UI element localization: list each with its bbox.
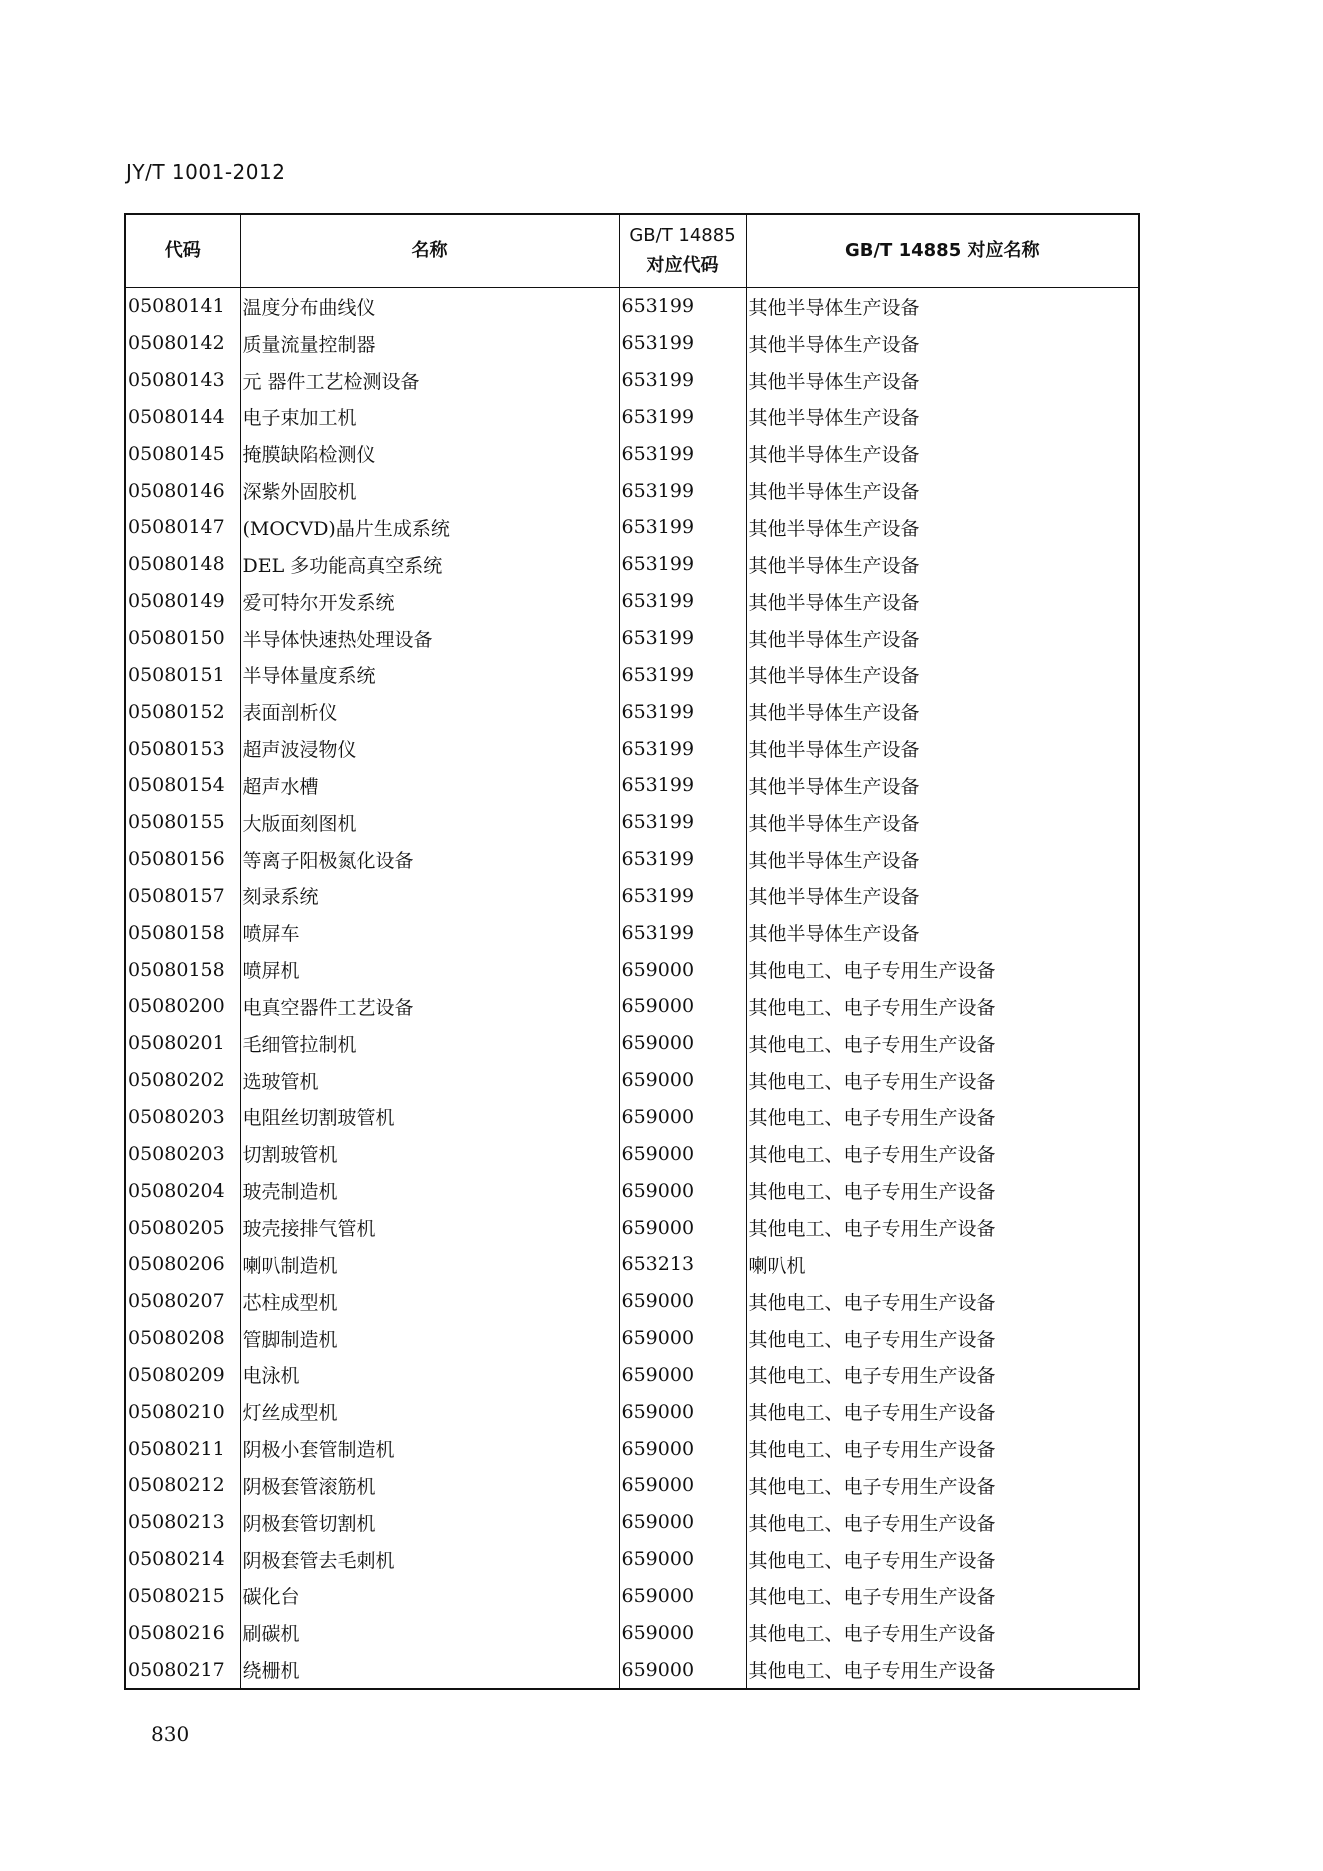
- cell-gb-name: 其他电工、电子专用生产设备: [748, 1623, 996, 1646]
- cell-code: 05080208: [126, 1320, 240, 1357]
- cell-code: 05080156: [126, 841, 240, 878]
- cell-gb-code: 653199: [619, 399, 746, 436]
- cell-gb-name: 其他电工、电子专用生产设备: [748, 1218, 996, 1241]
- cell-name: 灯丝成型机: [240, 1393, 619, 1430]
- cell-gb-name: 其他半导体生产设备: [748, 333, 920, 356]
- cell-gb-code: 653199: [619, 509, 746, 546]
- cell-name: 温度分布曲线仪: [240, 288, 619, 325]
- cell-name: 等离子阳极氮化设备: [240, 841, 619, 878]
- cell-code: 05080148: [126, 546, 240, 583]
- cell-name: 电真空器件工艺设备: [240, 988, 619, 1025]
- cell-gb-name: 其他半导体生产设备: [748, 407, 920, 430]
- cell-gb-code: 653199: [619, 878, 746, 915]
- cell-gb-name: 其他电工、电子专用生产设备: [748, 1475, 996, 1498]
- table-row: [126, 1320, 1138, 1357]
- table-row: [126, 1246, 1138, 1283]
- cell-name: 阴极套管去毛刺机: [240, 1541, 619, 1578]
- cell-gb-code: 653199: [619, 914, 746, 951]
- cell-code: 05080143: [126, 362, 240, 399]
- cell-gb-name: 其他电工、电子专用生产设备: [748, 1549, 996, 1572]
- cell-gb-code: 653199: [619, 435, 746, 472]
- cell-gb-name: 其他电工、电子专用生产设备: [748, 1402, 996, 1425]
- cell-name: 表面剖析仪: [240, 693, 619, 730]
- cell-gb-code: 653199: [619, 472, 746, 509]
- cell-code: 05080216: [126, 1614, 240, 1651]
- cell-gb-code: 653199: [619, 693, 746, 730]
- cell-gb-code: 659000: [619, 1320, 746, 1357]
- table-row: [126, 693, 1138, 730]
- cell-name: 喷屏机: [240, 951, 619, 988]
- cell-name: 质量流量控制器: [240, 325, 619, 362]
- cell-name: 元 器件工艺检测设备: [240, 362, 619, 399]
- cell-gb-code: 659000: [619, 1614, 746, 1651]
- table-row: [126, 1651, 1138, 1688]
- cell-name: 掩膜缺陷检测仪: [240, 435, 619, 472]
- cell-gb-name: 其他电工、电子专用生产设备: [748, 1512, 996, 1535]
- cell-code: 05080146: [126, 472, 240, 509]
- cell-gb-name: 其他电工、电子专用生产设备: [748, 1328, 996, 1351]
- cell-name: 阴极套管滚筋机: [240, 1467, 619, 1504]
- table-row: [126, 1172, 1138, 1209]
- cell-code: 05080215: [126, 1578, 240, 1615]
- table-row: [126, 620, 1138, 657]
- cell-code: 05080149: [126, 583, 240, 620]
- cell-code: 05080212: [126, 1467, 240, 1504]
- column-header-name: 名称: [240, 215, 619, 288]
- cell-code: 05080201: [126, 1025, 240, 1062]
- cell-gb-name: 其他半导体生产设备: [748, 775, 920, 798]
- cell-gb-name: 其他电工、电子专用生产设备: [748, 1070, 996, 1093]
- cell-gb-code: 653199: [619, 841, 746, 878]
- cell-gb-code: 653199: [619, 767, 746, 804]
- table-row: [126, 1356, 1138, 1393]
- column-header-code: 代码: [126, 215, 240, 288]
- table-row: [126, 1614, 1138, 1651]
- cell-gb-code: 659000: [619, 988, 746, 1025]
- table-row: [126, 1393, 1138, 1430]
- cell-gb-code: 659000: [619, 1283, 746, 1320]
- cell-gb-name: 其他半导体生产设备: [748, 923, 920, 946]
- cell-name: 阴极套管切割机: [240, 1504, 619, 1541]
- table-row: [126, 804, 1138, 841]
- cell-gb-name: 喇叭机: [748, 1254, 806, 1277]
- table-row: [126, 509, 1138, 546]
- cell-gb-name: 其他半导体生产设备: [748, 370, 920, 393]
- cell-code: 05080209: [126, 1356, 240, 1393]
- cell-code: 05080211: [126, 1430, 240, 1467]
- cell-name: 喇叭制造机: [240, 1246, 619, 1283]
- cell-code: 05080202: [126, 1062, 240, 1099]
- table-row: [126, 767, 1138, 804]
- cell-gb-name: 其他半导体生产设备: [748, 812, 920, 835]
- cell-name: 半导体量度系统: [240, 656, 619, 693]
- table-row: [126, 878, 1138, 915]
- cell-name: 玻壳接排气管机: [240, 1209, 619, 1246]
- table-row: [126, 1209, 1138, 1246]
- cell-code: 05080158: [126, 914, 240, 951]
- cell-name: 大版面刻图机: [240, 804, 619, 841]
- cell-code: 05080205: [126, 1209, 240, 1246]
- cell-gb-name: 其他电工、电子专用生产设备: [748, 1365, 996, 1388]
- document-id: JY/T 1001-2012: [126, 160, 286, 184]
- cell-name: 电子束加工机: [240, 399, 619, 436]
- table-row: [126, 399, 1138, 436]
- cell-name: 芯柱成型机: [240, 1283, 619, 1320]
- cell-gb-code: 659000: [619, 1025, 746, 1062]
- cell-gb-name: 其他半导体生产设备: [748, 628, 920, 651]
- cell-name: 喷屏车: [240, 914, 619, 951]
- cell-gb-name: 其他电工、电子专用生产设备: [748, 1033, 996, 1056]
- table-body: [126, 288, 1138, 1689]
- cell-gb-code: 653199: [619, 804, 746, 841]
- cell-gb-name: 其他电工、电子专用生产设备: [748, 1181, 996, 1204]
- code-table: [126, 215, 1138, 1688]
- cell-code: 05080144: [126, 399, 240, 436]
- cell-name: 刷碳机: [240, 1614, 619, 1651]
- table-row: [126, 1430, 1138, 1467]
- table-row: [126, 288, 1138, 325]
- cell-gb-name: 其他半导体生产设备: [748, 591, 920, 614]
- cell-code: 05080150: [126, 620, 240, 657]
- cell-code: 05080214: [126, 1541, 240, 1578]
- table-row: [126, 1062, 1138, 1099]
- column-header-gb-code-line2: 对应代码: [646, 255, 719, 276]
- cell-gb-name: 其他电工、电子专用生产设备: [748, 1660, 996, 1683]
- cell-gb-name: 其他电工、电子专用生产设备: [748, 1586, 996, 1609]
- table-row: [126, 1467, 1138, 1504]
- cell-gb-name: 其他半导体生产设备: [748, 296, 920, 319]
- cell-code: 05080206: [126, 1246, 240, 1283]
- cell-gb-name: 其他电工、电子专用生产设备: [748, 960, 996, 983]
- cell-code: 05080207: [126, 1283, 240, 1320]
- cell-code: 05080210: [126, 1393, 240, 1430]
- cell-name: 切割玻管机: [240, 1135, 619, 1172]
- table-header-row: [126, 215, 1138, 288]
- cell-code: 05080203: [126, 1135, 240, 1172]
- cell-gb-code: 659000: [619, 1541, 746, 1578]
- table-row: [126, 951, 1138, 988]
- cell-name: 管脚制造机: [240, 1320, 619, 1357]
- cell-gb-code: 659000: [619, 1099, 746, 1136]
- cell-gb-name: 其他电工、电子专用生产设备: [748, 1144, 996, 1167]
- cell-code: 05080200: [126, 988, 240, 1025]
- cell-name: 毛细管拉制机: [240, 1025, 619, 1062]
- cell-gb-code: 653199: [619, 362, 746, 399]
- table-row: [126, 1025, 1138, 1062]
- cell-name: 碳化台: [240, 1578, 619, 1615]
- cell-code: 05080157: [126, 878, 240, 915]
- cell-gb-code: 659000: [619, 951, 746, 988]
- cell-gb-code: 659000: [619, 1578, 746, 1615]
- table-row: [126, 841, 1138, 878]
- cell-gb-name: 其他电工、电子专用生产设备: [748, 1291, 996, 1314]
- table-row: [126, 1578, 1138, 1615]
- cell-code: 05080152: [126, 693, 240, 730]
- cell-code: 05080203: [126, 1099, 240, 1136]
- cell-gb-code: 653199: [619, 620, 746, 657]
- cell-gb-name: 其他半导体生产设备: [748, 886, 920, 909]
- cell-name: 选玻管机: [240, 1062, 619, 1099]
- table-row: [126, 435, 1138, 472]
- cell-gb-code: 659000: [619, 1430, 746, 1467]
- cell-gb-name: 其他电工、电子专用生产设备: [748, 1439, 996, 1462]
- cell-gb-code: 659000: [619, 1393, 746, 1430]
- cell-name: (MOCVD)晶片生成系统: [240, 509, 619, 546]
- cell-gb-name: 其他半导体生产设备: [748, 739, 920, 762]
- cell-name: 超声波浸物仪: [240, 730, 619, 767]
- cell-gb-name: 其他半导体生产设备: [748, 849, 920, 872]
- cell-gb-code: 653199: [619, 325, 746, 362]
- cell-code: 05080217: [126, 1651, 240, 1688]
- cell-name: 刻录系统: [240, 878, 619, 915]
- cell-gb-name: 其他半导体生产设备: [748, 554, 920, 577]
- equipment-code-table: [124, 213, 1140, 1690]
- table-row: [126, 546, 1138, 583]
- cell-code: 05080153: [126, 730, 240, 767]
- cell-gb-code: 653199: [619, 288, 746, 325]
- table-header: [126, 215, 1138, 288]
- cell-gb-code: 653199: [619, 546, 746, 583]
- table-row: [126, 656, 1138, 693]
- cell-name: 绕栅机: [240, 1651, 619, 1688]
- cell-code: 05080155: [126, 804, 240, 841]
- cell-name: DEL 多功能高真空系统: [240, 546, 619, 583]
- table-row: [126, 1135, 1138, 1172]
- table-row: [126, 914, 1138, 951]
- cell-name: 玻壳制造机: [240, 1172, 619, 1209]
- cell-name: 爱可特尔开发系统: [240, 583, 619, 620]
- cell-code: 05080158: [126, 951, 240, 988]
- cell-code: 05080151: [126, 656, 240, 693]
- cell-code: 05080141: [126, 288, 240, 325]
- cell-gb-name: 其他半导体生产设备: [748, 665, 920, 688]
- cell-gb-code: 659000: [619, 1504, 746, 1541]
- cell-gb-code: 659000: [619, 1209, 746, 1246]
- cell-gb-code: 653213: [619, 1246, 746, 1283]
- cell-gb-name: 其他电工、电子专用生产设备: [748, 996, 996, 1019]
- cell-code: 05080154: [126, 767, 240, 804]
- table-row: [126, 362, 1138, 399]
- cell-gb-code: 659000: [619, 1356, 746, 1393]
- table-row: [126, 583, 1138, 620]
- column-header-gb-name: GB/T 14885 对应名称: [746, 215, 1138, 288]
- cell-gb-code: 659000: [619, 1651, 746, 1688]
- cell-name: 深紫外固胶机: [240, 472, 619, 509]
- cell-gb-name: 其他半导体生产设备: [748, 444, 920, 467]
- cell-gb-code: 659000: [619, 1172, 746, 1209]
- table-row: [126, 325, 1138, 362]
- cell-gb-name: 其他半导体生产设备: [748, 702, 920, 725]
- cell-code: 05080204: [126, 1172, 240, 1209]
- table-row: [126, 1099, 1138, 1136]
- column-header-gb-code-line1: GB/T 14885: [629, 225, 736, 246]
- cell-code: 05080142: [126, 325, 240, 362]
- cell-gb-name: 其他电工、电子专用生产设备: [748, 1107, 996, 1130]
- cell-code: 05080213: [126, 1504, 240, 1541]
- table-row: [126, 472, 1138, 509]
- cell-gb-code: 653199: [619, 583, 746, 620]
- cell-gb-code: 659000: [619, 1467, 746, 1504]
- cell-name: 超声水槽: [240, 767, 619, 804]
- cell-name: 电泳机: [240, 1356, 619, 1393]
- table-row: [126, 1504, 1138, 1541]
- cell-gb-code: 659000: [619, 1062, 746, 1099]
- table-row: [126, 988, 1138, 1025]
- cell-name: 电阻丝切割玻管机: [240, 1099, 619, 1136]
- table-row: [126, 1541, 1138, 1578]
- cell-gb-name: 其他半导体生产设备: [748, 481, 920, 504]
- cell-gb-code: 653199: [619, 656, 746, 693]
- column-header-gb-code: [619, 215, 746, 288]
- table-row: [126, 730, 1138, 767]
- cell-gb-code: 659000: [619, 1135, 746, 1172]
- cell-name: 阴极小套管制造机: [240, 1430, 619, 1467]
- cell-gb-code: 653199: [619, 730, 746, 767]
- cell-code: 05080147: [126, 509, 240, 546]
- cell-name: 半导体快速热处理设备: [240, 620, 619, 657]
- page-number: 830: [151, 1722, 190, 1746]
- cell-gb-name: 其他半导体生产设备: [748, 517, 920, 540]
- cell-code: 05080145: [126, 435, 240, 472]
- table-row: [126, 1283, 1138, 1320]
